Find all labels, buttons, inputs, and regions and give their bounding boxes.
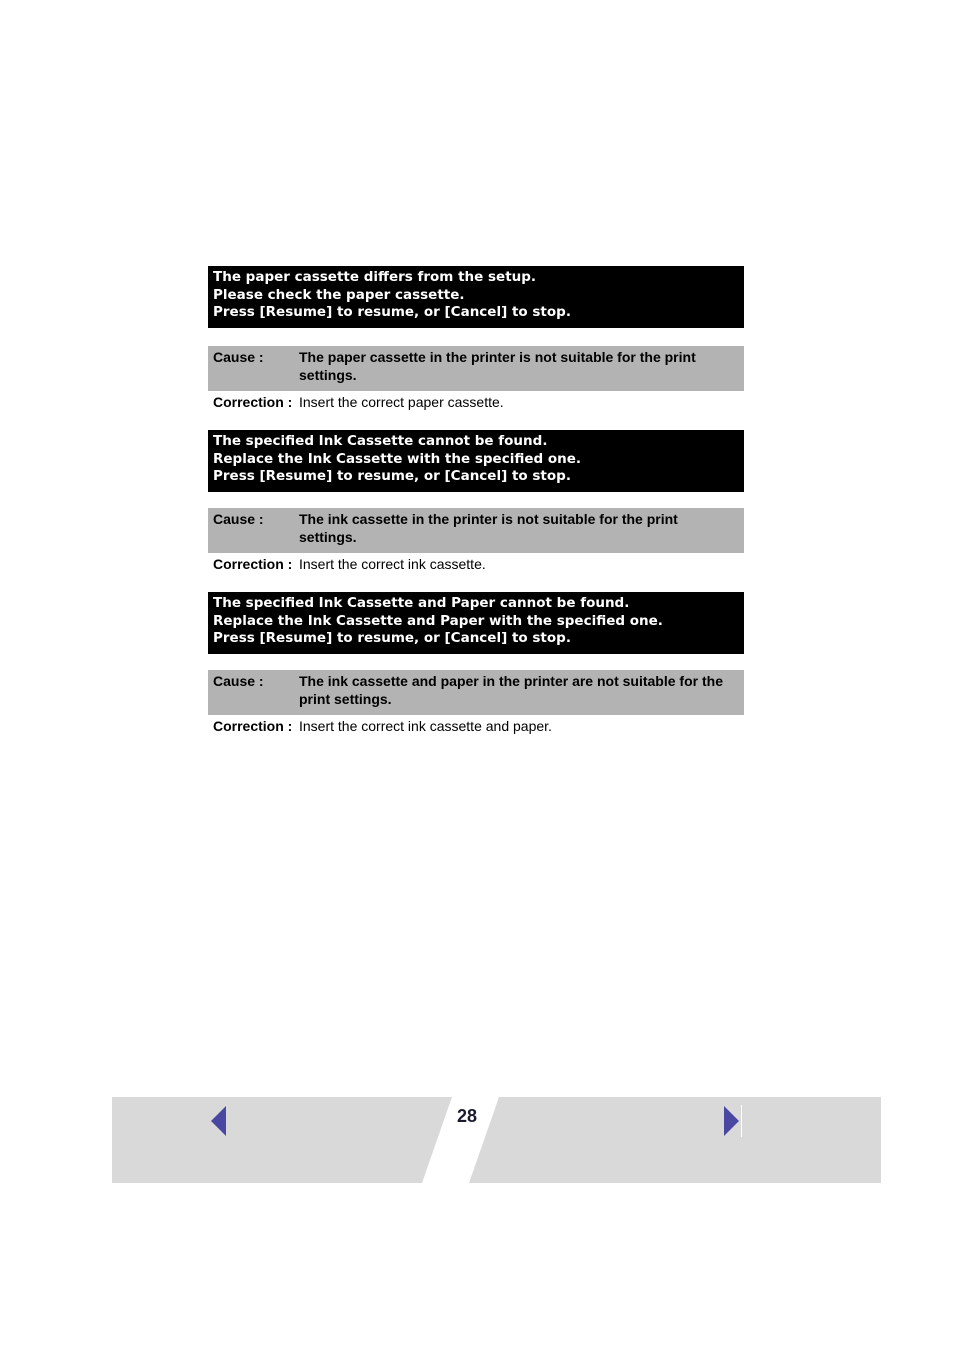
error-message-line: The specified Ink Cassette and Paper cannot be found. xyxy=(213,595,630,611)
cause-row xyxy=(208,508,744,553)
correction-label: Correction : xyxy=(213,394,293,410)
cause-text: The ink cassette in the printer is not suitable for the print settings. xyxy=(299,511,678,545)
triangle-left-icon xyxy=(209,1105,229,1137)
correction-row xyxy=(208,553,744,573)
error-message-box xyxy=(208,430,744,492)
error-message-line: Press [Resume] to resume, or [Cancel] to stop. xyxy=(213,304,571,320)
error-message-line: Please check the paper cassette. xyxy=(213,286,465,303)
error-message-line: Press [Resume] to resume, or [Cancel] to stop. xyxy=(213,468,571,484)
cause-row xyxy=(208,346,744,391)
correction-text: Insert the correct ink cassette. xyxy=(299,556,486,572)
correction-row xyxy=(208,391,744,411)
error-message-box xyxy=(208,266,744,328)
error-message-line: The paper cassette differs from the setup. xyxy=(213,269,537,285)
correction-label: Correction : xyxy=(213,556,293,572)
cause-row xyxy=(208,670,744,715)
correction-row xyxy=(208,715,744,735)
previous-page-button[interactable] xyxy=(209,1105,229,1137)
cause-text: The paper cassette in the printer is not suitable for the print settings. xyxy=(299,349,696,383)
error-message-box xyxy=(208,592,744,654)
correction-text: Insert the correct ink cassette and paper. xyxy=(299,718,552,734)
error-message-line: The specified Ink Cassette cannot be found. xyxy=(213,433,548,449)
error-message-line: Press [Resume] to resume, or [Cancel] to stop. xyxy=(213,630,571,646)
error-message-line: Replace the Ink Cassette with the specified one. xyxy=(213,450,582,467)
cause-label: Cause : xyxy=(213,511,264,527)
error-message-line: Replace the Ink Cassette and Paper with the specified one. xyxy=(213,612,663,629)
cause-label: Cause : xyxy=(213,349,264,365)
page-number: 28 xyxy=(456,1106,478,1126)
triangle-right-icon xyxy=(722,1105,742,1137)
correction-label: Correction : xyxy=(213,718,293,734)
cause-label: Cause : xyxy=(213,673,264,689)
cause-text: The ink cassette and paper in the printer are not suitable for the print settings. xyxy=(299,673,723,707)
correction-text: Insert the correct paper cassette. xyxy=(299,394,504,410)
next-page-button[interactable] xyxy=(722,1105,742,1137)
troubleshooting-content xyxy=(208,266,744,735)
